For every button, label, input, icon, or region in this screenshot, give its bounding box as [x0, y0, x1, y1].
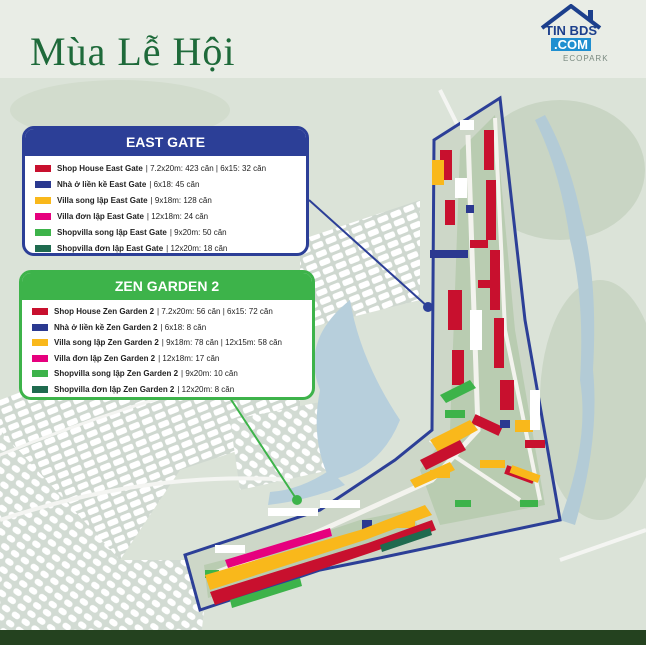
color-swatch — [35, 181, 51, 188]
legend-item-name: Shopvilla song lập Zen Garden 2 — [54, 369, 179, 379]
legend-row — [35, 192, 306, 208]
legend-east-gate — [22, 126, 309, 256]
legend-item-name: Villa song lập Zen Garden 2 — [54, 338, 159, 348]
legend-item-spec: | 12x18m: 17 căn — [158, 353, 220, 363]
color-swatch — [32, 355, 48, 362]
color-swatch — [35, 197, 51, 204]
legend-row — [32, 335, 312, 351]
legend-row — [32, 304, 312, 320]
legend-zen-garden-2 — [19, 270, 315, 400]
legend-zen-garden-title: ZEN GARDEN 2 — [22, 273, 312, 300]
legend-row — [32, 320, 312, 336]
legend-item-spec: | 9x18m: 128 căn — [150, 195, 212, 205]
legend-item-spec: | 12x18m: 24 căn — [146, 211, 209, 221]
legend-item-name: Shop House East Gate — [57, 163, 143, 173]
legend-item-spec: | 9x20m: 10 căn — [181, 369, 238, 379]
brand-logo — [540, 24, 602, 51]
legend-row — [35, 160, 306, 176]
legend-row — [32, 382, 312, 398]
legend-item-name: Shopvilla đơn lập Zen Garden 2 — [54, 384, 175, 394]
legend-item-spec: | 9x18m: 78 căn | 12x15m: 58 căn — [161, 338, 283, 348]
legend-item-spec: | 6x18: 45 căn — [149, 179, 200, 189]
color-swatch — [32, 339, 48, 346]
color-swatch — [32, 370, 48, 377]
legend-east-gate-list — [25, 156, 306, 256]
brand-sub: ECOPARK — [563, 54, 609, 63]
color-swatch — [35, 165, 51, 172]
color-swatch — [35, 213, 51, 220]
legend-row — [35, 224, 306, 240]
legend-row — [35, 240, 306, 256]
color-swatch — [35, 245, 51, 252]
color-swatch — [32, 324, 48, 331]
legend-item-spec: | 12x20m: 8 căn — [177, 384, 235, 394]
legend-item-name: Nhà ở liền kề East Gate — [57, 179, 147, 189]
legend-row — [35, 208, 306, 224]
legend-item-spec: | 7.2x20m: 423 căn | 6x15: 32 căn — [145, 163, 267, 173]
legend-zen-garden-list — [22, 300, 312, 397]
brand-logo-top: TIN BDS — [545, 23, 597, 38]
page-title: Mùa Lễ Hội — [30, 29, 236, 74]
legend-item-spec: | 12x20m: 18 căn — [166, 243, 228, 253]
legend-row — [35, 176, 306, 192]
legend-item-name: Villa song lập East Gate — [57, 195, 148, 205]
color-swatch — [32, 386, 48, 393]
legend-item-spec: | 9x20m: 50 căn — [169, 227, 227, 237]
legend-item-name: Villa đơn lập East Gate — [57, 211, 144, 221]
color-swatch — [35, 229, 51, 236]
legend-row — [32, 351, 312, 367]
legend-row — [32, 366, 312, 382]
legend-item-spec: | 7.2x20m: 56 căn | 6x15: 72 căn — [157, 307, 273, 317]
legend-item-spec: | 6x18: 8 căn — [160, 322, 207, 332]
legend-item-name: Shopvilla đơn lập East Gate — [57, 243, 164, 253]
legend-item-name: Shopvilla song lập East Gate — [57, 227, 167, 237]
legend-item-name: Shop House Zen Garden 2 — [54, 307, 155, 317]
color-swatch — [32, 308, 48, 315]
legend-item-name: Nhà ở liền kề Zen Garden 2 — [54, 322, 158, 332]
brand-logo-bottom: .COM — [551, 38, 591, 51]
legend-item-name: Villa đơn lập Zen Garden 2 — [54, 353, 156, 363]
legend-east-gate-title: EAST GATE — [25, 129, 306, 156]
